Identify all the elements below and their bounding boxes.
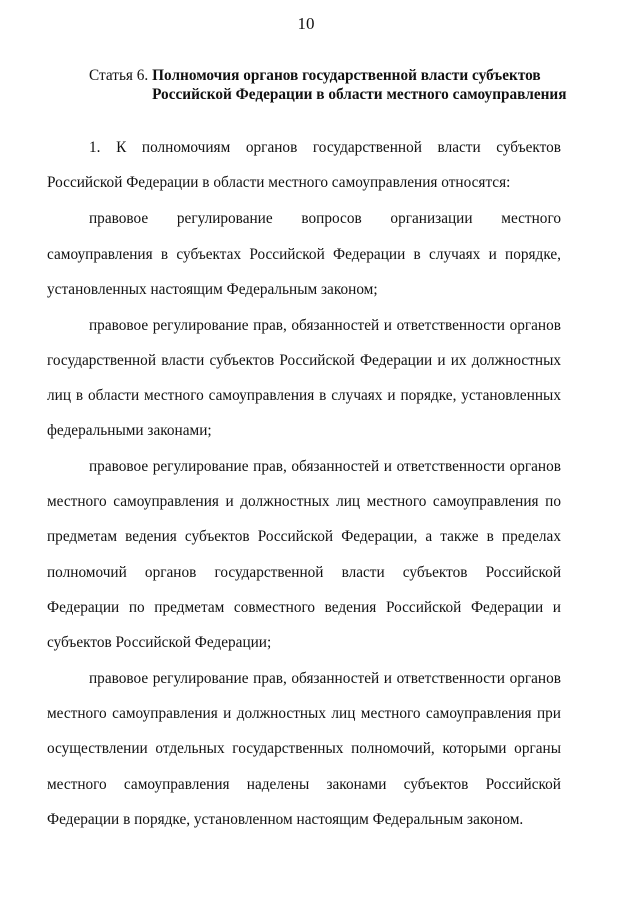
article-title: Полномочия органов государственной власти субъектов Российской Федерации в области местного самоуправления: [152, 67, 567, 103]
text-line: Федерации по предметам совместного ведения Российской Федерации и: [47, 599, 561, 616]
text-line: федеральными законами;: [47, 422, 212, 439]
text-line: местного самоуправления наделены законами субъектов Российской: [47, 776, 561, 793]
text-line: самоуправления в субъектах Российской Федерации в случаях и порядке,: [47, 246, 561, 263]
text-line: Российской Федерации в области местного самоуправления относятся:: [47, 174, 511, 191]
text-line: местного самоуправления и должностных лиц местного самоуправления при: [47, 705, 561, 722]
text-line: правовое регулирование прав, обязанностей и ответственности органов: [89, 458, 561, 475]
text-line: предметам ведения субъектов Российской Федерации, а также в пределах: [47, 528, 561, 545]
text-line: правовое регулирование прав, обязанностей и ответственности органов: [89, 317, 561, 334]
text-line: правовое регулирование вопросов организации местного: [89, 210, 561, 227]
text-line: правовое регулирование прав, обязанностей и ответственности органов: [89, 670, 561, 687]
page-number: 10: [297, 14, 315, 33]
text-line: лиц в области местного самоуправления в случаях и порядке, установленных: [47, 387, 561, 404]
text-line: 1. К полномочиям органов государственной власти субъектов: [89, 139, 561, 156]
text-line: местного самоуправления и должностных лиц местного самоуправления по: [47, 493, 561, 510]
text-line: осуществлении отдельных государственных полномочий, которыми органы: [47, 740, 561, 757]
text-line: государственной власти субъектов Российской Федерации и их должностных: [47, 352, 561, 369]
text-line: полномочий органов государственной власти субъектов Российской: [47, 564, 561, 581]
article-number: Статья 6.: [89, 67, 153, 84]
article-heading: [89, 66, 589, 104]
text-line: Федерации в порядке, установленном настоящим Федеральным законом.: [47, 811, 524, 828]
text-line: установленных настоящим Федеральным законом;: [47, 281, 378, 298]
text-line: субъектов Российской Федерации;: [47, 634, 272, 651]
